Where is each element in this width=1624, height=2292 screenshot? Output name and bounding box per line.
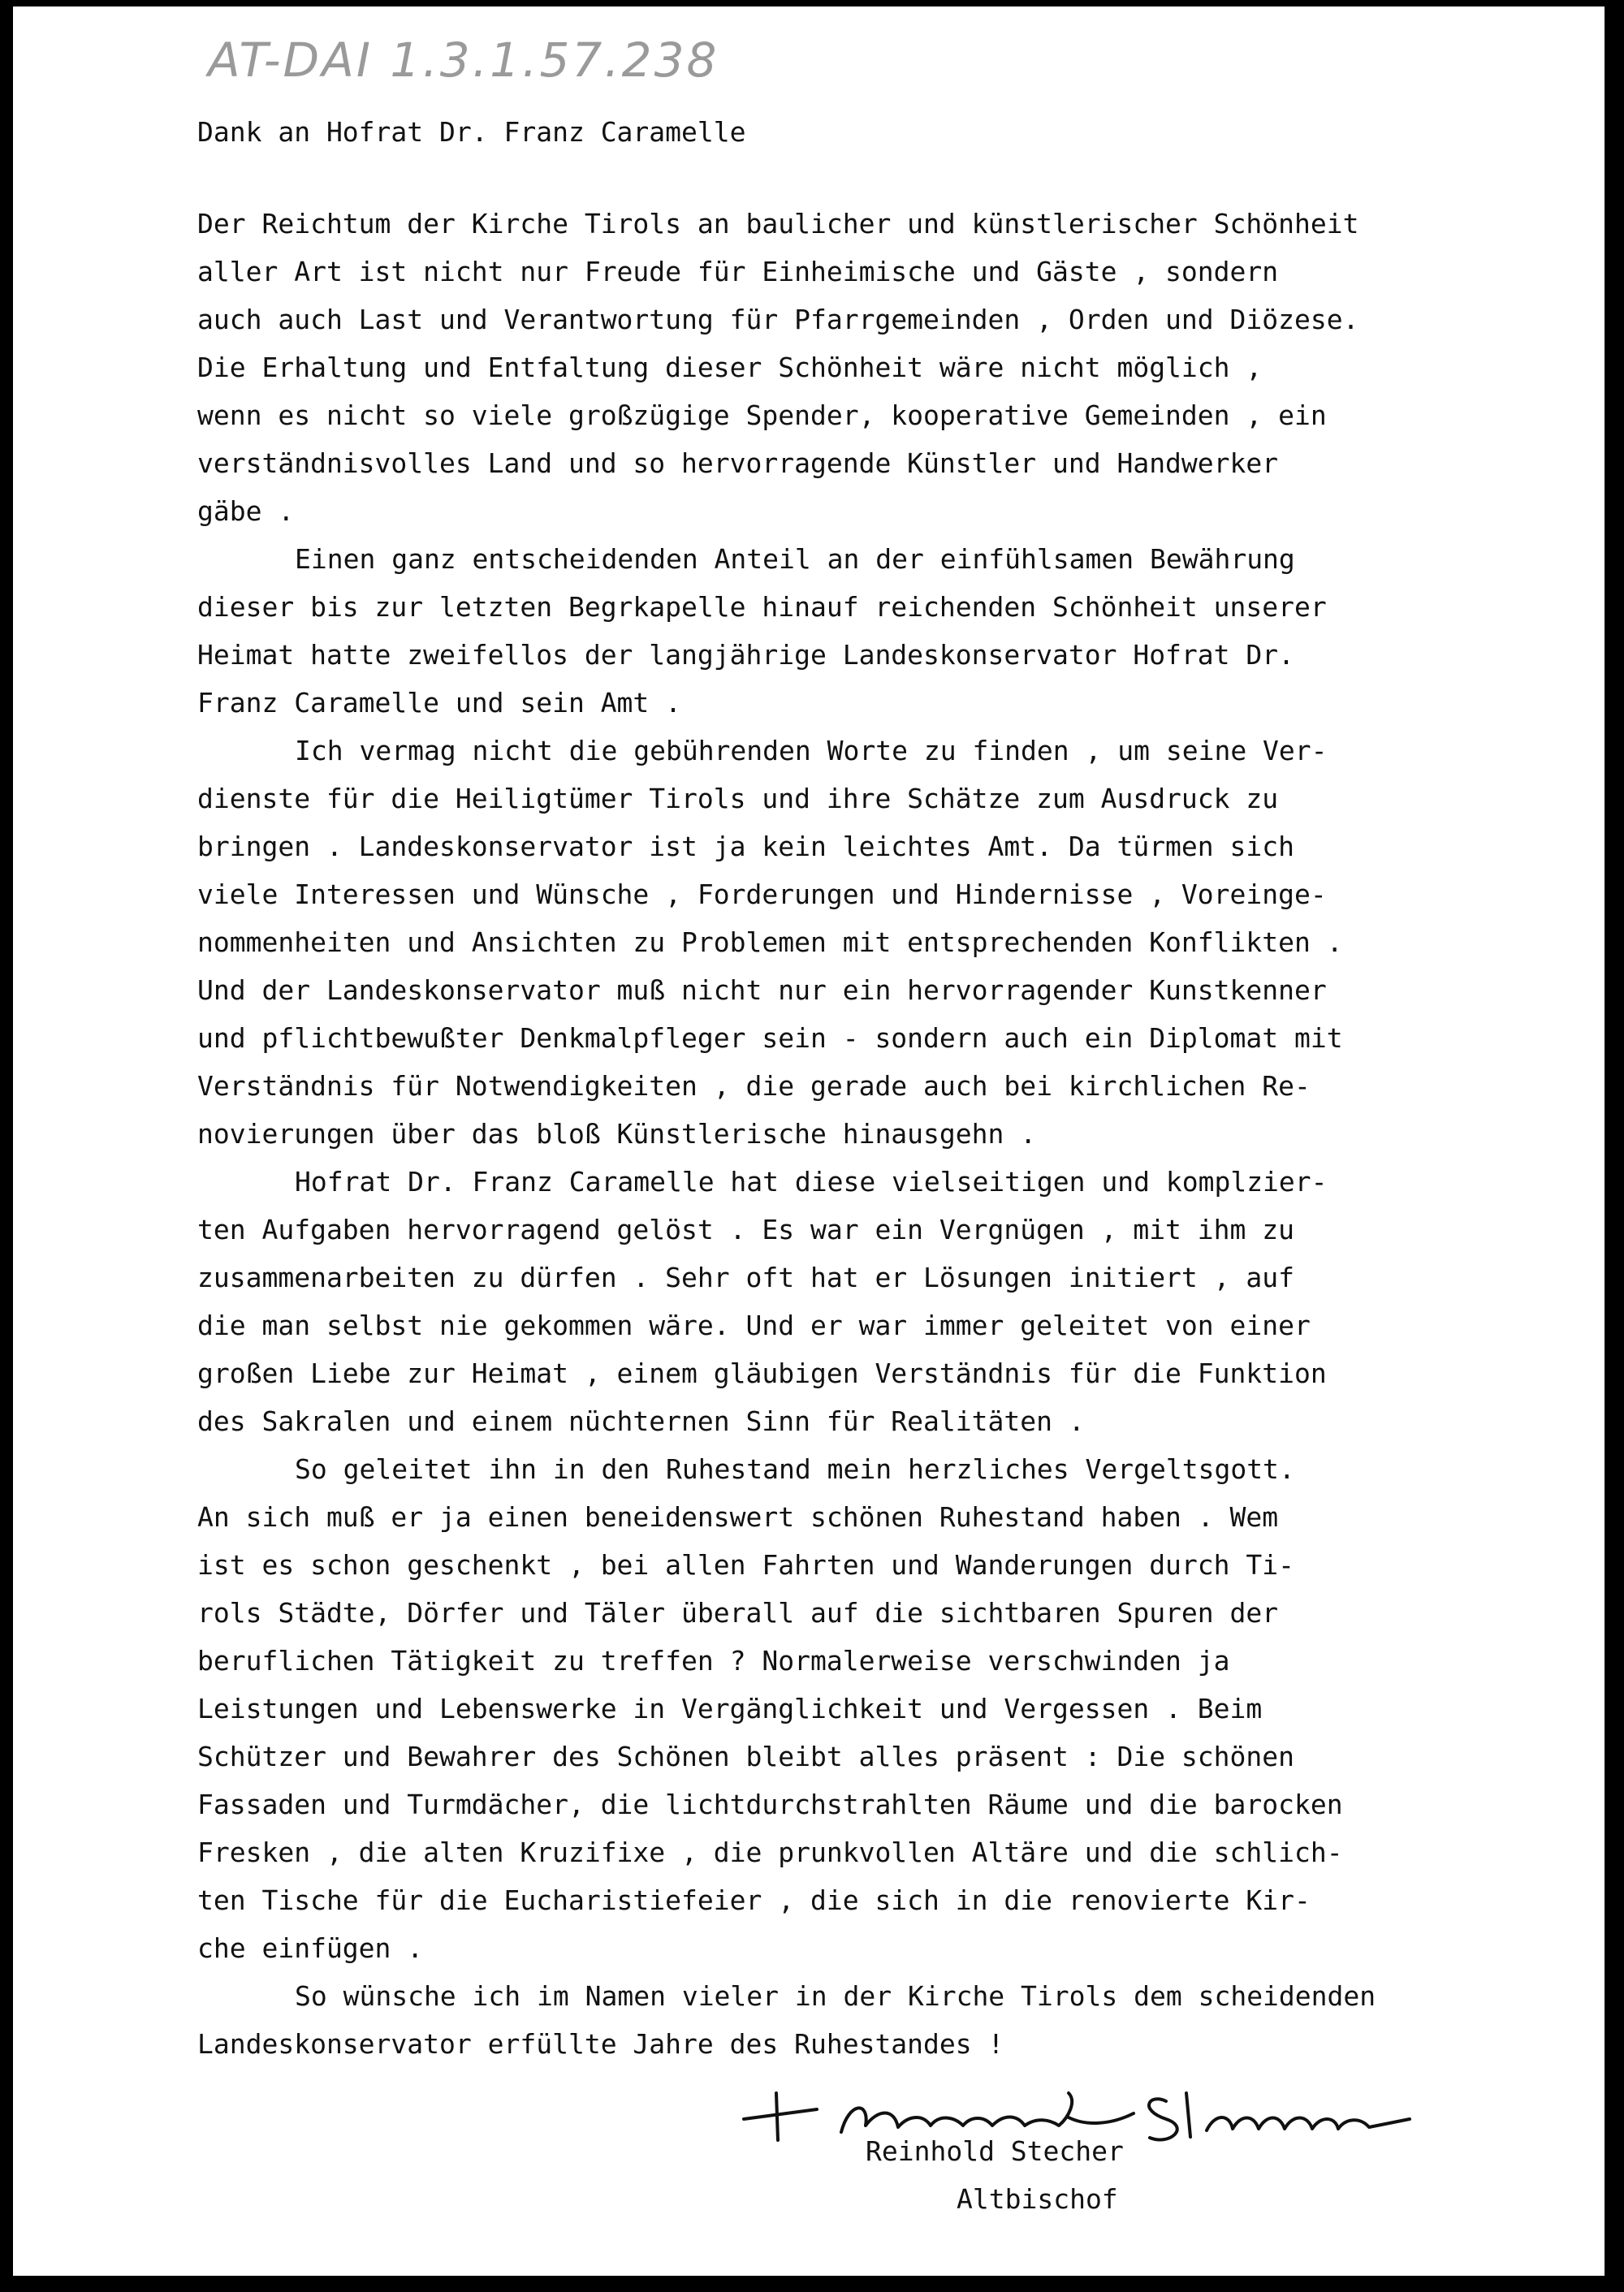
- text-line: und pflichtbewußter Denkmalpfleger sein - sondern auch ein Diplomat mit: [197, 1022, 1343, 1054]
- text-line: nommenheiten und Ansichten zu Problemen mit entsprechenden Konflikten .: [197, 926, 1343, 958]
- text-line: großen Liebe zur Heimat , einem gläubigen Verständnis für die Funktion: [197, 1358, 1327, 1389]
- text-line: des Sakralen und einem nüchternen Sinn für Realitäten .: [197, 1405, 1085, 1437]
- text-line: dieser bis zur letzten Begrkapelle hinauf reichenden Schönheit unserer: [197, 591, 1327, 623]
- signature-text: [13, 6, 14, 7]
- document-page: [13, 6, 1605, 2276]
- text-line: dienste für die Heiligtümer Tirols und ihre Schätze zum Ausdruck zu: [197, 783, 1279, 814]
- text-line: Ich vermag nicht die gebührenden Worte zu finden , um seine Ver-: [295, 735, 1328, 766]
- text-line: verständnisvolles Land und so hervorragende Künstler und Handwerker: [197, 447, 1279, 479]
- text-line: rols Städte, Dörfer und Täler überall auf die sichtbaren Spuren der: [197, 1597, 1279, 1629]
- letter-title: Dank an Hofrat Dr. Franz Caramelle: [197, 116, 746, 148]
- text-line: Die Erhaltung und Entfaltung dieser Schönheit wäre nicht möglich ,: [197, 352, 1263, 383]
- text-line: Fassaden und Turmdächer, die lichtdurchstrahlten Räume und die barocken: [197, 1789, 1343, 1820]
- text-line: Und der Landeskonservator muß nicht nur ein hervorragender Kunstkenner: [197, 974, 1327, 1006]
- text-line: Einen ganz entscheidenden Anteil an der einfühlsamen Bewährung: [295, 543, 1295, 575]
- text-line: wenn es nicht so viele großzügige Spender, kooperative Gemeinden , ein: [197, 399, 1327, 431]
- text-line: Hofrat Dr. Franz Caramelle hat diese vielseitigen und komplzier-: [295, 1166, 1328, 1198]
- text-line: Heimat hatte zweifellos der langjährige Landeskonservator Hofrat Dr.: [197, 639, 1295, 671]
- text-line: novierungen über das bloß Künstlerische hinausgehn .: [197, 1118, 1037, 1150]
- text-line: Schützer und Bewahrer des Schönen bleibt alles präsent : Die schönen: [197, 1741, 1295, 1772]
- text-line: bringen . Landeskonservator ist ja kein leichtes Amt. Da türmen sich: [197, 831, 1295, 862]
- text-line: Landeskonservator erfüllte Jahre des Ruhestandes !: [197, 2028, 1004, 2060]
- signer-role: Altbischof: [957, 2183, 1118, 2215]
- text-line: auch auch Last und Verantwortung für Pfarrgemeinden , Orden und Diözese.: [197, 304, 1359, 335]
- text-line: So wünsche ich im Namen vieler in der Kirche Tirols dem scheidenden: [295, 1980, 1376, 2012]
- signer-name: Reinhold Stecher: [866, 2135, 1124, 2167]
- text-line: An sich muß er ja einen beneidenswert schönen Ruhestand haben . Wem: [197, 1501, 1279, 1533]
- text-line: ist es schon geschenkt , bei allen Fahrten und Wanderungen durch Ti-: [197, 1549, 1295, 1581]
- signer-block: [866, 2127, 1124, 2223]
- text-line: die man selbst nie gekommen wäre. Und er war immer geleitet von einer: [197, 1310, 1311, 1341]
- text-line: aller Art ist nicht nur Freude für Einheimische und Gäste , sondern: [197, 256, 1279, 287]
- text-line: ten Aufgaben hervorragend gelöst . Es war ein Vergnügen , mit ihm zu: [197, 1214, 1295, 1245]
- text-line: gäbe .: [197, 495, 295, 527]
- text-line: Der Reichtum der Kirche Tirols an baulicher und künstlerischer Schönheit: [197, 208, 1359, 240]
- text-line: Franz Caramelle und sein Amt .: [197, 687, 682, 719]
- text-line: che einfügen .: [197, 1932, 424, 1964]
- text-line: Fresken , die alten Kruzifixe , die prunkvollen Altäre und die schlich-: [197, 1837, 1343, 1868]
- text-line: So geleitet ihn in den Ruhestand mein herzliches Vergeltsgott.: [295, 1453, 1295, 1485]
- text-line: viele Interessen und Wünsche , Forderungen und Hindernisse , Voreinge-: [197, 878, 1327, 910]
- text-line: ten Tische für die Eucharistiefeier , die sich in die renovierte Kir-: [197, 1884, 1311, 1916]
- archive-id-stamp: AT-DAI 1.3.1.57.238: [208, 32, 719, 88]
- text-line: Verständnis für Notwendigkeiten , die gerade auch bei kirchlichen Re-: [197, 1070, 1311, 1102]
- text-line: zusammenarbeiten zu dürfen . Sehr oft hat er Lösungen initiert , auf: [197, 1262, 1295, 1293]
- text-line: Leistungen und Lebenswerke in Vergänglichkeit und Vergessen . Beim: [197, 1693, 1263, 1724]
- text-line: beruflichen Tätigkeit zu treffen ? Normalerweise verschwinden ja: [197, 1645, 1230, 1677]
- letter-body: [197, 200, 1605, 2068]
